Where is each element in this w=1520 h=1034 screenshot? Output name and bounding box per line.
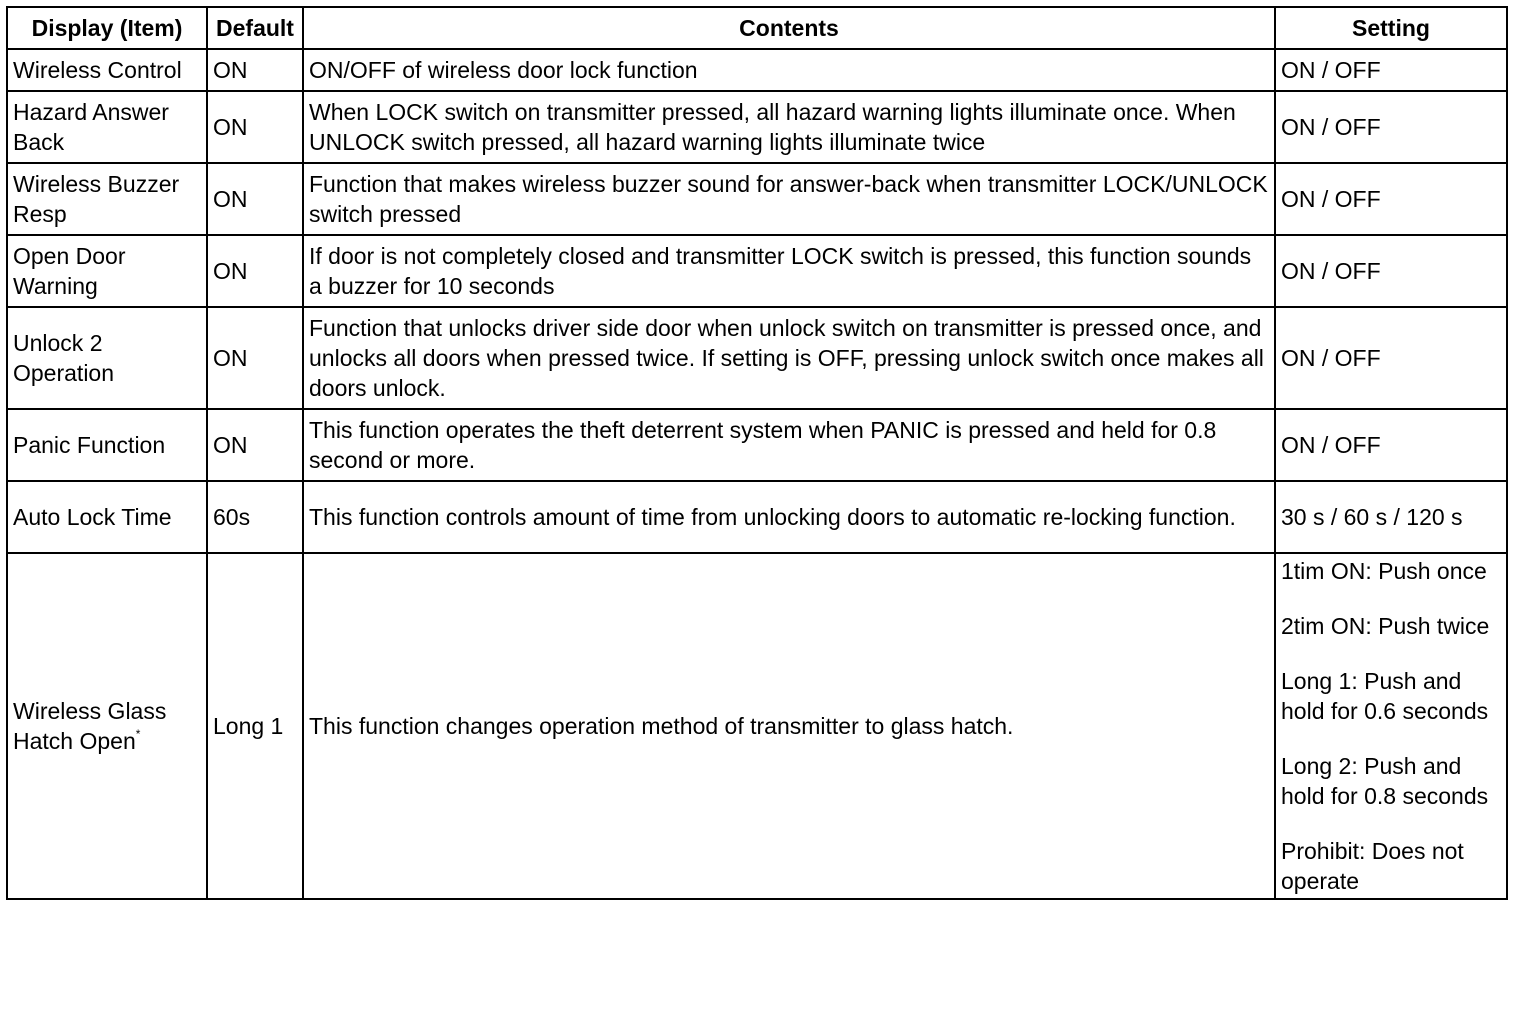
item-cell [7,553,207,899]
setting-cell: 30 s / 60 s / 120 s [1275,481,1507,553]
table-row [7,163,1507,235]
setting-options-cell [1275,553,1507,899]
table-row [7,49,1507,91]
contents-cell: This function operates the theft deterrent system when PANIC is pressed and held for 0.8 second or more. [303,409,1275,481]
default-cell: ON [207,409,303,481]
column-header-setting: Setting [1275,7,1507,49]
table-row [7,91,1507,163]
settings-table [6,6,1508,900]
table-row [7,553,1507,899]
setting-cell: ON / OFF [1275,235,1507,307]
footnote-mark: * [135,727,141,741]
setting-option: 2tim ON: Push twice [1281,613,1490,639]
setting-cell: ON / OFF [1275,49,1507,91]
setting-option: 1tim ON: Push once [1281,558,1487,584]
table-row [7,481,1507,553]
setting-option: Long 2: Push and hold for 0.8 seconds [1281,753,1489,809]
setting-option: Long 1: Push and hold for 0.6 seconds [1281,668,1489,724]
contents-cell: ON/OFF of wireless door lock function [303,49,1275,91]
default-cell: ON [207,91,303,163]
default-cell: ON [207,49,303,91]
contents-cell: When LOCK switch on transmitter pressed, all hazard warning lights illuminate once. When UNLOCK switch pressed, all hazard warning lights illuminate twice [303,91,1275,163]
setting-cell: ON / OFF [1275,91,1507,163]
default-cell: ON [207,307,303,409]
table-row [7,307,1507,409]
table-row [7,409,1507,481]
contents-cell: If door is not completely closed and transmitter LOCK switch is pressed, this function sounds a buzzer for 10 seconds [303,235,1275,307]
default-cell: Long 1 [207,553,303,899]
item-cell: Open Door Warning [7,235,207,307]
item-cell: Wireless Control [7,49,207,91]
contents-cell: This function changes operation method of transmitter to glass hatch. [303,553,1275,899]
item-cell: Unlock 2 Operation [7,307,207,409]
item-text: Wireless Glass Hatch Open [13,698,167,754]
table-row [7,235,1507,307]
default-cell: ON [207,235,303,307]
item-cell: Panic Function [7,409,207,481]
column-header-item: Display (Item) [7,7,207,49]
setting-cell: ON / OFF [1275,163,1507,235]
setting-cell: ON / OFF [1275,307,1507,409]
setting-option: Prohibit: Does not operate [1281,838,1464,894]
default-cell: ON [207,163,303,235]
contents-cell: This function controls amount of time from unlocking doors to automatic re-locking function. [303,481,1275,553]
default-cell: 60s [207,481,303,553]
contents-cell: Function that makes wireless buzzer sound for answer-back when transmitter LOCK/UNLOCK switch pressed [303,163,1275,235]
contents-cell: Function that unlocks driver side door when unlock switch on transmitter is pressed once, and unlocks all doors when pressed twice. If setting is OFF, pressing unlock switch once makes all doors unlock. [303,307,1275,409]
column-header-default: Default [207,7,303,49]
setting-cell: ON / OFF [1275,409,1507,481]
item-cell: Auto Lock Time [7,481,207,553]
table-header-row [7,7,1507,49]
item-cell: Hazard Answer Back [7,91,207,163]
column-header-contents: Contents [303,7,1275,49]
item-cell: Wireless Buzzer Resp [7,163,207,235]
